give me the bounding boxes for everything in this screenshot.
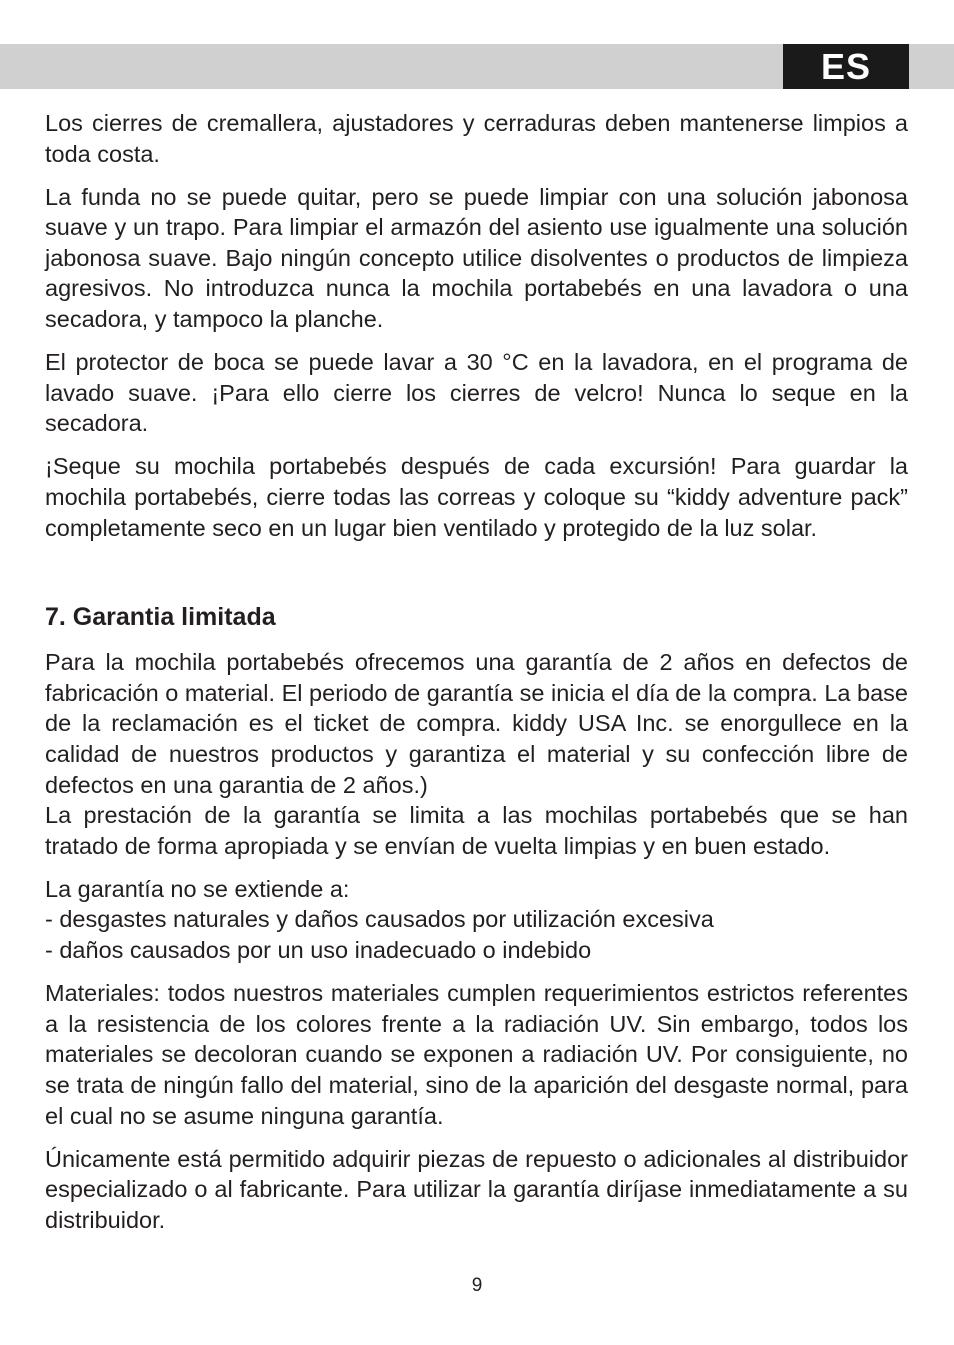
page-content — [45, 108, 908, 1235]
exclusion-item: - desgastes naturales y daños causados por utilización excesiva — [45, 906, 714, 933]
paragraph-warranty-limit: La prestación de la garantía se limita a las mochilas portabebés que se han tratado de forma apropiada y se envían de vuelta limpias y en buen estado. — [45, 802, 908, 859]
page-number: 9 — [471, 1275, 483, 1296]
paragraph-warranty-intro: Para la mochila portabebés ofrecemos una garantía de 2 años en defectos de fabricación o material. El periodo de garantía se inicia el día de la compra. La base de la reclamación es el ticket de compra. kiddy USA Inc. se enorgullece en la calidad de nuestros productos y garantiza el material y su confección libre de defectos en una garantia de 2 años.) — [45, 649, 908, 798]
paragraph-mouth-protector: El protector de boca se puede lavar a 30 °C en la lavadora, en el programa de lavado suave. ¡Para ello cierre los cierres de velcro! Nunca lo seque en la secadora. — [45, 349, 908, 437]
paragraph-materials: Materiales: todos nuestros materiales cumplen requerimientos estrictos referentes a la resistencia de los colores frente a la radiación UV. Sin embargo, todos los materiales se decoloran cuando se exponen a radiación UV. Por consiguiente, no se trata de ningún fallo del material, sino de la aparición del desgaste normal, para el cual no se asume ninguna garantía. — [45, 980, 908, 1129]
exclusions-heading: La garantía no se extiende a: — [45, 875, 350, 902]
exclusion-item: - daños causados por un uso inadecuado o indebido — [45, 937, 592, 964]
paragraph-cover-cleaning: La funda no se puede quitar, pero se puede limpiar con una solución jabonosa suave y un trapo. Para limpiar el armazón del asiento use igualmente una solución jabonosa suave. Bajo ningún concepto utilice disolventes o productos de limpieza agresivos. No introduzca nunca la mochila portabebés en una lavadora o una secadora, y tampoco la planche. — [45, 183, 908, 333]
paragraph-spare-parts: Únicamente está permitido adquirir piezas de repuesto o adicionales al distribuidor especializado o al fabricante. Para utilizar la garantía diríjase inmediatamente a su distribuidor. — [45, 1145, 908, 1233]
paragraph-zippers: Los cierres de cremallera, ajustadores y cerraduras deben mantenerse limpios a toda costa. — [45, 110, 908, 167]
section-title: 7. Garantia limitada — [45, 603, 276, 632]
exclusions-block — [45, 874, 908, 966]
paragraph-storage: ¡Seque su mochila portabebés después de cada excursión! Para guardar la mochila portabebés, cierre todas las correas y coloque su “kiddy adventure pack” completamente seco en un lugar bien ventilado y protegido de la luz solar. — [45, 453, 908, 541]
language-badge: ES — [783, 44, 909, 89]
